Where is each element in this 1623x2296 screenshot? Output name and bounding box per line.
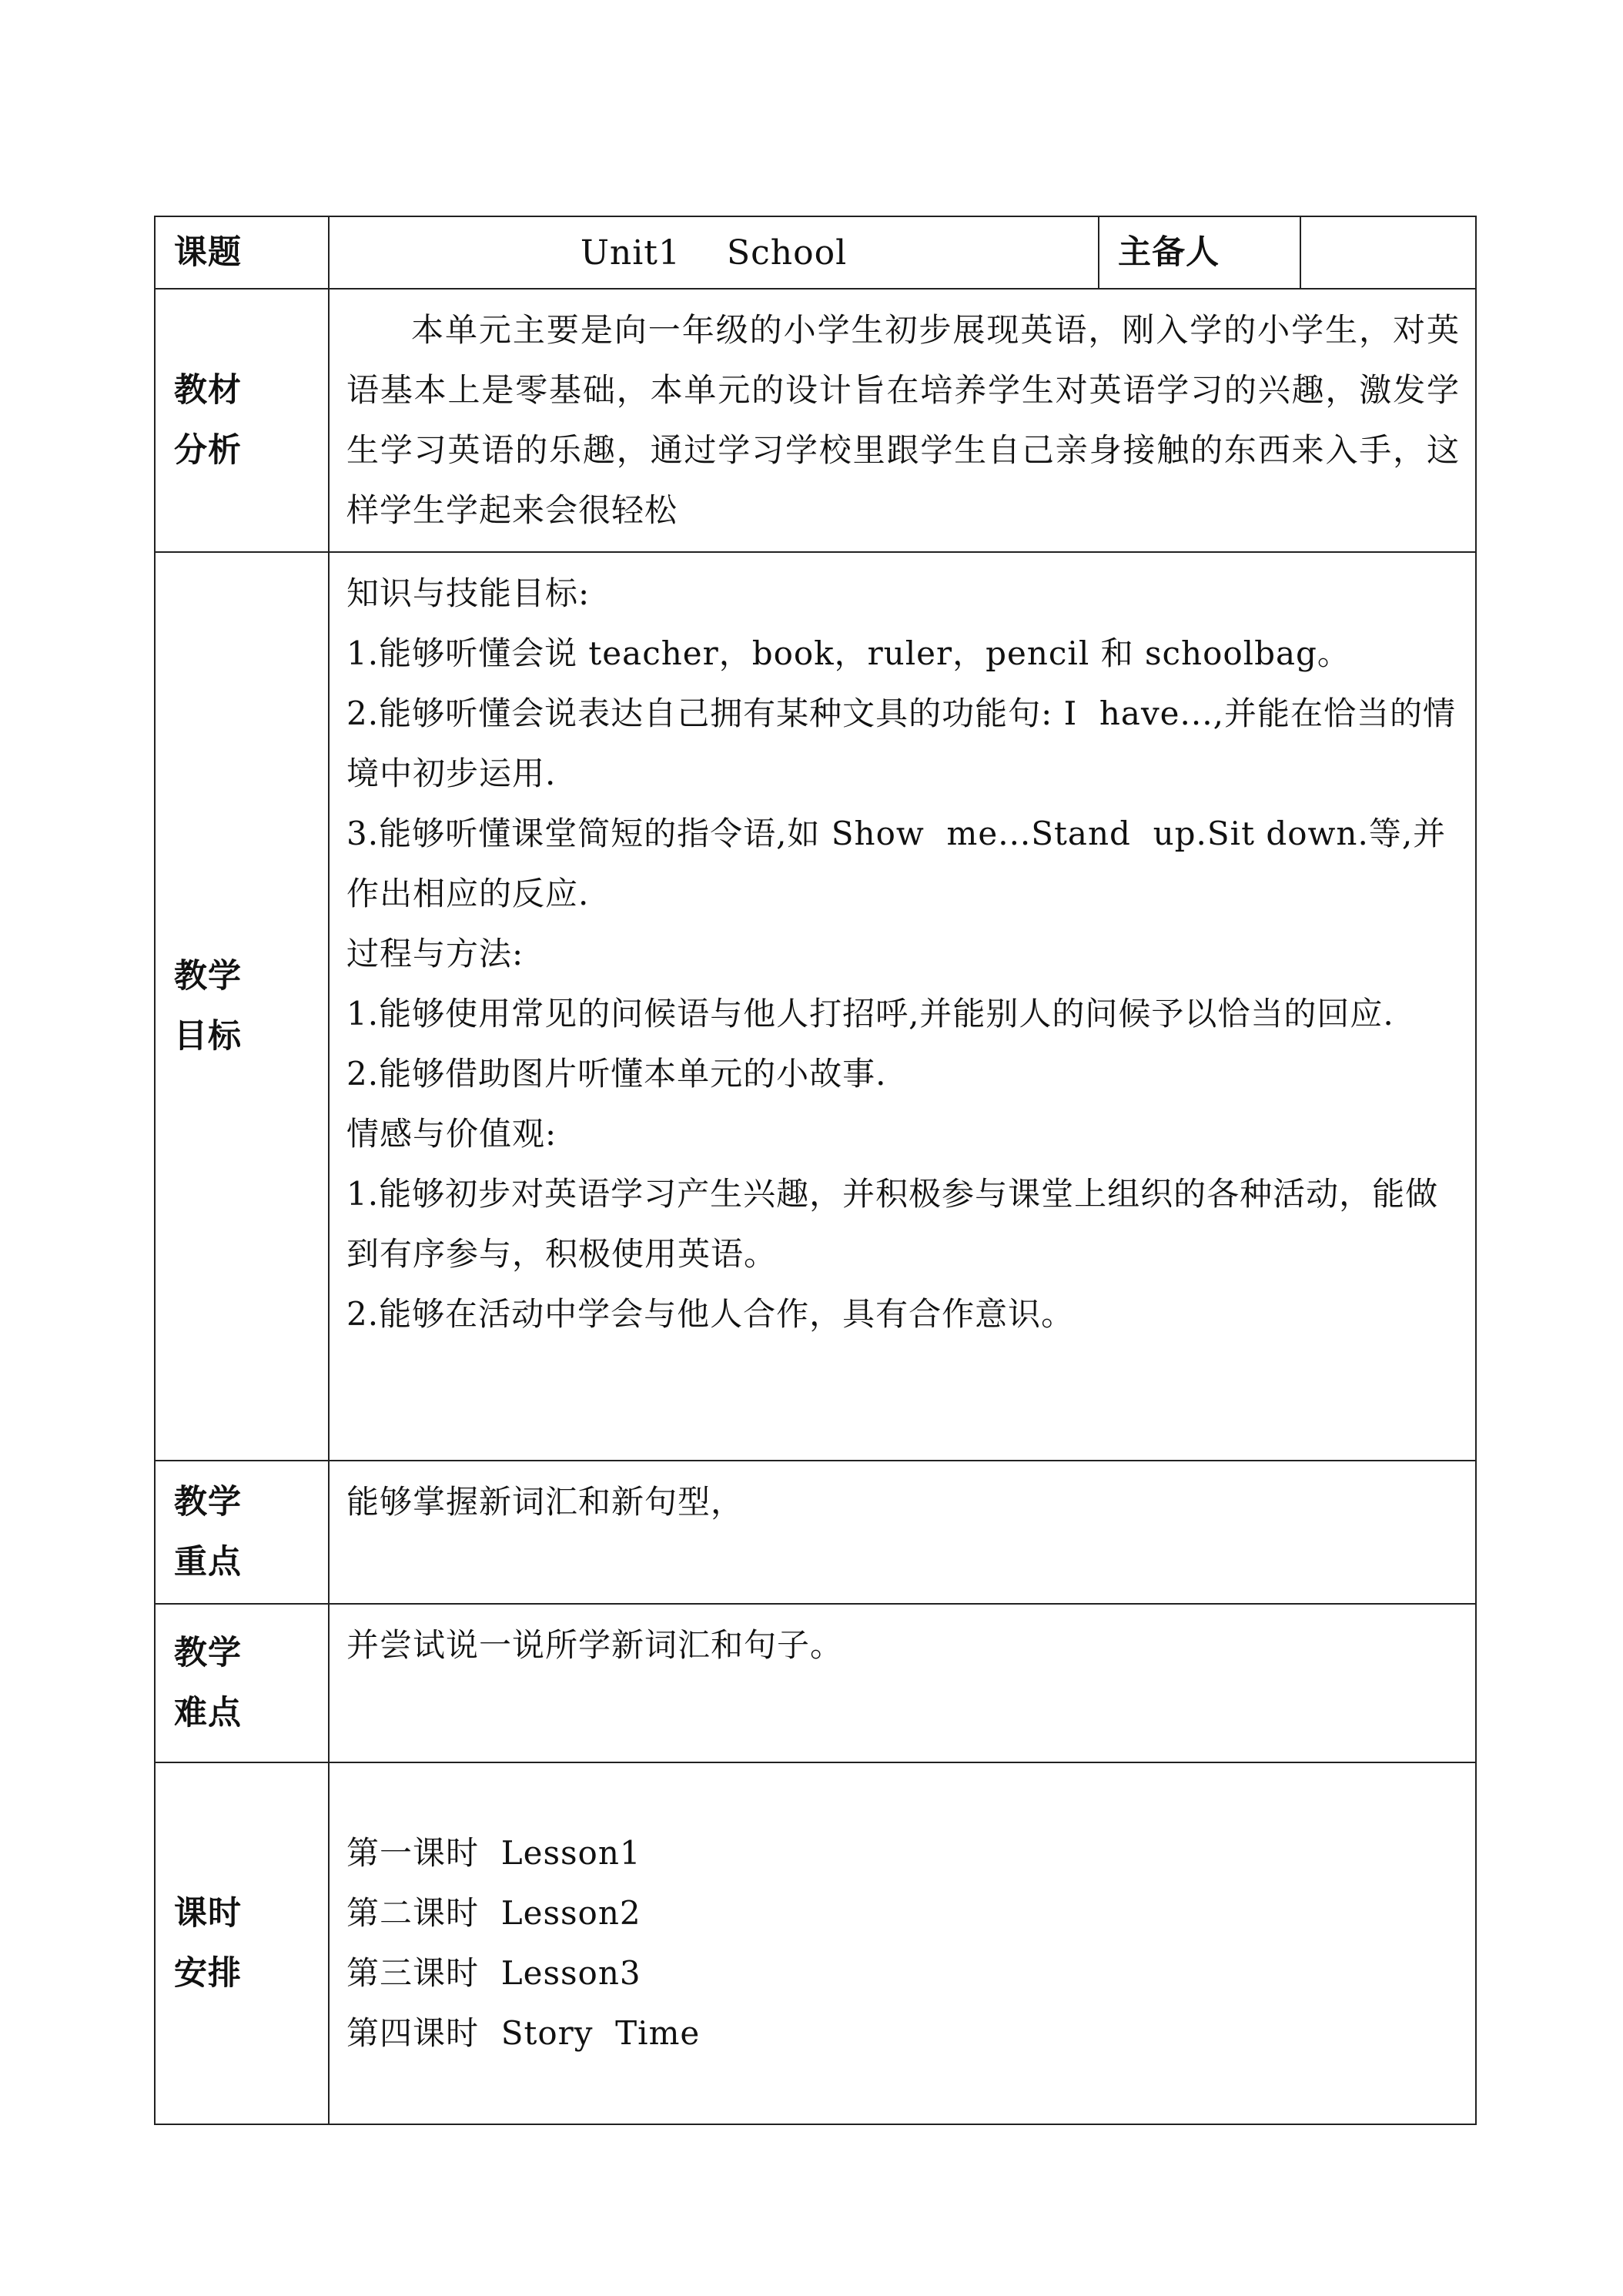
topic-label: 课题 <box>155 216 329 289</box>
key-points-label <box>155 1461 329 1604</box>
goal-line: 情感与价值观: <box>346 1115 557 1153</box>
key-points-text: 能够掌握新词汇和新句型， <box>346 1483 745 1521</box>
topic-value <box>329 216 1099 289</box>
lesson-plan-table <box>154 216 1477 2125</box>
goal-line: 1.能够初步对英语学习产生兴趣，并积极参与课堂上组织的各种活动，能做到有序参与，积极使用英语。 <box>346 1175 1439 1273</box>
goal-line: 过程与方法: <box>346 935 524 972</box>
goal-line: 3.能够听懂课堂简短的指令语,如 Show me...Stand up.Sit down.等,并作出相应的反应. <box>346 815 1447 912</box>
lesson-item: 第二课时 Lesson2 <box>346 1894 641 1932</box>
difficulties-text: 并尝试说一说所学新词汇和句子。 <box>346 1626 844 1664</box>
key-points-label-line1: 教学 <box>174 1483 242 1521</box>
topic-name: School <box>726 233 848 273</box>
author-value[interactable] <box>1300 216 1476 289</box>
topic-unit: Unit1 <box>580 233 681 273</box>
goal-line: 知识与技能目标: <box>346 574 591 612</box>
material-analysis-text: 本单元主要是向一年级的小学生初步展现英语，刚入学的小学生，对英语基本上是零基础，本单元的设计旨在培养学生对英语学习的兴趣，激发学生学习英语的乐趣，通过学习学校里跟学生自己亲身接触的东西来入手，这样学生学起来会很轻松 <box>346 311 1460 529</box>
lesson-item: 第一课时 Lesson1 <box>346 1834 641 1872</box>
difficulties-label-line1: 教学 <box>174 1634 242 1672</box>
schedule-label-line2: 安排 <box>174 1954 242 1993</box>
difficulties-label-line2: 难点 <box>174 1694 242 1732</box>
author-label: 主备人 <box>1099 216 1300 289</box>
teaching-goals-label-line1: 教学 <box>174 957 242 996</box>
key-points-label-line2: 重点 <box>174 1543 242 1581</box>
lesson-item: 第四课时 Story Time <box>346 2014 701 2052</box>
teaching-goals-row <box>155 552 1476 1461</box>
difficulties-label <box>155 1604 329 1762</box>
key-points-row <box>155 1461 1476 1604</box>
schedule-label-line1: 课时 <box>174 1894 242 1933</box>
goal-line: 2.能够借助图片听懂本单元的小故事. <box>346 1055 887 1093</box>
goal-line: 1.能够使用常见的问候语与他人打招呼,并能别人的问候予以恰当的回应. <box>346 995 1394 1033</box>
material-analysis-label-line2: 分析 <box>174 431 242 470</box>
difficulties-row <box>155 1604 1476 1762</box>
lesson-item: 第三课时 Lesson3 <box>346 1954 641 1992</box>
goal-line: 1.能够听懂会说 teacher，book，ruler，pencil 和 schoolbag。 <box>346 634 1350 672</box>
teaching-goals-label <box>155 552 329 1461</box>
goal-line: 2.能够听懂会说表达自己拥有某种文具的功能句: I have...,并能在恰当的情境中初步运用. <box>346 694 1456 792</box>
key-points-content <box>329 1461 1476 1604</box>
goal-line: 2.能够在活动中学会与他人合作，具有合作意识。 <box>346 1295 1075 1333</box>
material-analysis-content <box>329 289 1476 552</box>
teaching-goals-content <box>329 552 1476 1461</box>
difficulties-content <box>329 1604 1476 1762</box>
material-analysis-row <box>155 289 1476 552</box>
schedule-label <box>155 1762 329 2124</box>
material-analysis-label-line1: 教材 <box>174 371 242 410</box>
teaching-goals-label-line2: 目标 <box>174 1017 242 1056</box>
material-analysis-label <box>155 289 329 552</box>
schedule-row <box>155 1762 1476 2124</box>
topic-row <box>155 216 1476 289</box>
schedule-content <box>329 1762 1476 2124</box>
